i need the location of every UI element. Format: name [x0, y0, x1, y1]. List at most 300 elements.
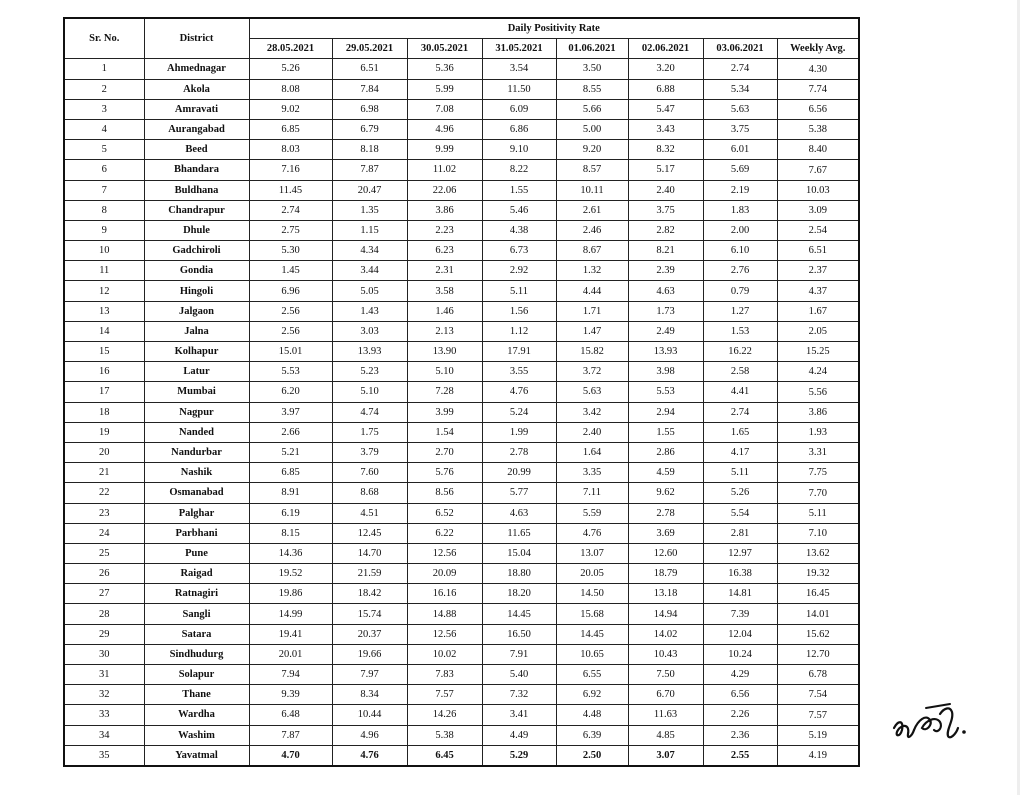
cell-daily-rate: 11.50	[482, 79, 556, 99]
cell-daily-rate: 1.83	[703, 200, 777, 220]
cell-weekly-avg: 2.05	[777, 321, 859, 341]
cell-daily-rate: 1.32	[556, 261, 628, 281]
cell-district: Ratnagiri	[144, 584, 249, 604]
cell-daily-rate: 7.83	[407, 665, 482, 685]
cell-daily-rate: 4.51	[332, 503, 407, 523]
cell-daily-rate: 3.20	[628, 59, 703, 79]
cell-daily-rate: 5.23	[332, 362, 407, 382]
cell-daily-rate: 7.91	[482, 644, 556, 664]
cell-daily-rate: 5.26	[249, 59, 332, 79]
cell-daily-rate: 2.94	[628, 402, 703, 422]
cell-daily-rate: 5.40	[482, 665, 556, 685]
cell-daily-rate: 11.63	[628, 705, 703, 725]
cell-daily-rate: 7.32	[482, 685, 556, 705]
cell-daily-rate: 2.40	[628, 180, 703, 200]
cell-sr-no: 19	[64, 422, 144, 442]
cell-daily-rate: 8.18	[332, 140, 407, 160]
cell-weekly-avg: 6.51	[777, 241, 859, 261]
cell-daily-rate: 2.78	[628, 503, 703, 523]
cell-daily-rate: 2.55	[703, 745, 777, 766]
cell-district: Nashik	[144, 463, 249, 483]
cell-sr-no: 9	[64, 220, 144, 240]
cell-sr-no: 10	[64, 241, 144, 261]
cell-daily-rate: 2.86	[628, 442, 703, 462]
cell-daily-rate: 3.75	[628, 200, 703, 220]
cell-daily-rate: 5.53	[628, 382, 703, 402]
table-row	[64, 725, 859, 745]
table-row	[64, 705, 859, 725]
cell-daily-rate: 6.09	[482, 99, 556, 119]
cell-daily-rate: 15.74	[332, 604, 407, 624]
cell-daily-rate: 4.17	[703, 442, 777, 462]
cell-daily-rate: 3.55	[482, 362, 556, 382]
cell-weekly-avg: 6.78	[777, 665, 859, 685]
cell-weekly-avg: 15.62	[777, 624, 859, 644]
cell-daily-rate: 4.76	[482, 382, 556, 402]
cell-daily-rate: 5.54	[703, 503, 777, 523]
cell-daily-rate: 2.26	[703, 705, 777, 725]
page-edge	[1017, 0, 1020, 795]
cell-district: Thane	[144, 685, 249, 705]
cell-district: Buldhana	[144, 180, 249, 200]
cell-district: Hingoli	[144, 281, 249, 301]
cell-weekly-avg: 3.31	[777, 442, 859, 462]
cell-daily-rate: 5.63	[703, 99, 777, 119]
table-row	[64, 543, 859, 563]
cell-weekly-avg: 13.62	[777, 543, 859, 563]
cell-daily-rate: 5.34	[703, 79, 777, 99]
cell-daily-rate: 5.26	[703, 483, 777, 503]
cell-daily-rate: 7.87	[249, 725, 332, 745]
cell-daily-rate: 5.05	[332, 281, 407, 301]
cell-daily-rate: 8.57	[556, 160, 628, 180]
cell-daily-rate: 20.37	[332, 624, 407, 644]
cell-daily-rate: 4.70	[249, 745, 332, 766]
table-row	[64, 564, 859, 584]
cell-daily-rate: 3.07	[628, 745, 703, 766]
cell-daily-rate: 6.51	[332, 59, 407, 79]
cell-daily-rate: 1.75	[332, 422, 407, 442]
cell-daily-rate: 6.85	[249, 119, 332, 139]
cell-daily-rate: 20.47	[332, 180, 407, 200]
cell-sr-no: 12	[64, 281, 144, 301]
cell-sr-no: 32	[64, 685, 144, 705]
cell-daily-rate: 14.50	[556, 584, 628, 604]
cell-sr-no: 3	[64, 99, 144, 119]
cell-daily-rate: 1.71	[556, 301, 628, 321]
handwritten-signature	[890, 690, 980, 750]
cell-daily-rate: 2.36	[703, 725, 777, 745]
cell-sr-no: 5	[64, 140, 144, 160]
cell-district: Kolhapur	[144, 342, 249, 362]
cell-daily-rate: 16.16	[407, 584, 482, 604]
cell-daily-rate: 6.01	[703, 140, 777, 160]
cell-daily-rate: 4.29	[703, 665, 777, 685]
cell-daily-rate: 6.39	[556, 725, 628, 745]
table-row	[64, 342, 859, 362]
cell-daily-rate: 6.73	[482, 241, 556, 261]
cell-district: Gadchiroli	[144, 241, 249, 261]
cell-daily-rate: 6.23	[407, 241, 482, 261]
table-row	[64, 503, 859, 523]
cell-daily-rate: 2.76	[703, 261, 777, 281]
table-row	[64, 463, 859, 483]
cell-daily-rate: 8.34	[332, 685, 407, 705]
header-sr-no: Sr. No.	[64, 18, 144, 59]
cell-daily-rate: 8.22	[482, 160, 556, 180]
table-row	[64, 220, 859, 240]
cell-daily-rate: 8.91	[249, 483, 332, 503]
cell-daily-rate: 18.79	[628, 564, 703, 584]
cell-weekly-avg: 1.93	[777, 422, 859, 442]
cell-weekly-avg: 3.09	[777, 200, 859, 220]
cell-daily-rate: 8.56	[407, 483, 482, 503]
cell-daily-rate: 2.92	[482, 261, 556, 281]
cell-daily-rate: 3.54	[482, 59, 556, 79]
cell-sr-no: 18	[64, 402, 144, 422]
cell-daily-rate: 7.94	[249, 665, 332, 685]
table-row	[64, 644, 859, 664]
cell-daily-rate: 10.02	[407, 644, 482, 664]
table-row	[64, 442, 859, 462]
cell-daily-rate: 6.79	[332, 119, 407, 139]
cell-daily-rate: 3.43	[628, 119, 703, 139]
cell-daily-rate: 5.10	[332, 382, 407, 402]
table-row	[64, 624, 859, 644]
header-district: District	[144, 18, 249, 59]
cell-district: Jalgaon	[144, 301, 249, 321]
cell-weekly-avg: 2.37	[777, 261, 859, 281]
cell-daily-rate: 2.70	[407, 442, 482, 462]
cell-daily-rate: 3.79	[332, 442, 407, 462]
cell-daily-rate: 5.24	[482, 402, 556, 422]
table-row	[64, 119, 859, 139]
cell-daily-rate: 14.36	[249, 543, 332, 563]
cell-district: Palghar	[144, 503, 249, 523]
cell-daily-rate: 8.15	[249, 523, 332, 543]
cell-district: Latur	[144, 362, 249, 382]
cell-daily-rate: 15.01	[249, 342, 332, 362]
cell-daily-rate: 3.97	[249, 402, 332, 422]
table-row	[64, 382, 859, 402]
cell-daily-rate: 5.29	[482, 745, 556, 766]
cell-daily-rate: 12.56	[407, 624, 482, 644]
cell-district: Washim	[144, 725, 249, 745]
cell-daily-rate: 14.99	[249, 604, 332, 624]
header-date-2: 29.05.2021	[332, 39, 407, 59]
cell-daily-rate: 5.10	[407, 362, 482, 382]
table-row	[64, 99, 859, 119]
cell-sr-no: 24	[64, 523, 144, 543]
table-row	[64, 200, 859, 220]
cell-daily-rate: 1.15	[332, 220, 407, 240]
cell-daily-rate: 8.67	[556, 241, 628, 261]
cell-daily-rate: 8.55	[556, 79, 628, 99]
cell-daily-rate: 7.60	[332, 463, 407, 483]
cell-daily-rate: 19.52	[249, 564, 332, 584]
cell-daily-rate: 15.04	[482, 543, 556, 563]
positivity-rate-sheet	[63, 17, 858, 767]
cell-daily-rate: 19.41	[249, 624, 332, 644]
cell-sr-no: 26	[64, 564, 144, 584]
cell-daily-rate: 20.09	[407, 564, 482, 584]
table-row	[64, 584, 859, 604]
cell-daily-rate: 5.66	[556, 99, 628, 119]
cell-daily-rate: 5.63	[556, 382, 628, 402]
table-row	[64, 745, 859, 766]
cell-weekly-avg: 2.54	[777, 220, 859, 240]
cell-district: Aurangabad	[144, 119, 249, 139]
cell-daily-rate: 18.80	[482, 564, 556, 584]
cell-daily-rate: 14.45	[482, 604, 556, 624]
cell-daily-rate: 2.13	[407, 321, 482, 341]
table-row	[64, 685, 859, 705]
cell-daily-rate: 18.20	[482, 584, 556, 604]
cell-daily-rate: 9.99	[407, 140, 482, 160]
cell-daily-rate: 16.38	[703, 564, 777, 584]
cell-daily-rate: 4.38	[482, 220, 556, 240]
cell-daily-rate: 2.40	[556, 422, 628, 442]
cell-sr-no: 29	[64, 624, 144, 644]
table-row	[64, 79, 859, 99]
cell-weekly-avg: 1.67	[777, 301, 859, 321]
cell-sr-no: 13	[64, 301, 144, 321]
cell-district: Solapur	[144, 665, 249, 685]
header-date-7: 03.06.2021	[703, 39, 777, 59]
cell-sr-no: 20	[64, 442, 144, 462]
cell-daily-rate: 3.44	[332, 261, 407, 281]
cell-weekly-avg: 7.74	[777, 79, 859, 99]
cell-district: Ahmednagar	[144, 59, 249, 79]
cell-daily-rate: 12.56	[407, 543, 482, 563]
cell-daily-rate: 7.97	[332, 665, 407, 685]
cell-daily-rate: 7.08	[407, 99, 482, 119]
cell-daily-rate: 14.02	[628, 624, 703, 644]
cell-sr-no: 17	[64, 382, 144, 402]
cell-sr-no: 33	[64, 705, 144, 725]
cell-sr-no: 30	[64, 644, 144, 664]
cell-daily-rate: 3.58	[407, 281, 482, 301]
cell-weekly-avg: 7.10	[777, 523, 859, 543]
cell-weekly-avg: 7.54	[777, 685, 859, 705]
cell-sr-no: 7	[64, 180, 144, 200]
table-row	[64, 402, 859, 422]
cell-daily-rate: 3.41	[482, 705, 556, 725]
cell-daily-rate: 6.98	[332, 99, 407, 119]
cell-district: Sangli	[144, 604, 249, 624]
cell-daily-rate: 7.16	[249, 160, 332, 180]
cell-weekly-avg: 15.25	[777, 342, 859, 362]
cell-daily-rate: 8.68	[332, 483, 407, 503]
cell-daily-rate: 5.76	[407, 463, 482, 483]
cell-daily-rate: 5.21	[249, 442, 332, 462]
cell-sr-no: 31	[64, 665, 144, 685]
cell-weekly-avg: 7.70	[777, 483, 859, 503]
cell-daily-rate: 4.44	[556, 281, 628, 301]
cell-daily-rate: 14.94	[628, 604, 703, 624]
cell-daily-rate: 2.82	[628, 220, 703, 240]
cell-daily-rate: 8.21	[628, 241, 703, 261]
cell-weekly-avg: 5.56	[777, 382, 859, 402]
cell-daily-rate: 1.27	[703, 301, 777, 321]
table-row	[64, 301, 859, 321]
cell-daily-rate: 7.28	[407, 382, 482, 402]
table-row	[64, 281, 859, 301]
cell-weekly-avg: 4.24	[777, 362, 859, 382]
cell-daily-rate: 6.22	[407, 523, 482, 543]
cell-daily-rate: 4.63	[628, 281, 703, 301]
header-date-1: 28.05.2021	[249, 39, 332, 59]
cell-daily-rate: 1.64	[556, 442, 628, 462]
cell-daily-rate: 5.46	[482, 200, 556, 220]
cell-daily-rate: 11.45	[249, 180, 332, 200]
cell-daily-rate: 1.55	[628, 422, 703, 442]
cell-daily-rate: 9.62	[628, 483, 703, 503]
cell-daily-rate: 6.52	[407, 503, 482, 523]
cell-daily-rate: 7.57	[407, 685, 482, 705]
cell-daily-rate: 20.01	[249, 644, 332, 664]
cell-district: Dhule	[144, 220, 249, 240]
table-row	[64, 261, 859, 281]
cell-daily-rate: 2.75	[249, 220, 332, 240]
cell-daily-rate: 6.55	[556, 665, 628, 685]
cell-daily-rate: 8.08	[249, 79, 332, 99]
cell-weekly-avg: 7.67	[777, 160, 859, 180]
cell-sr-no: 4	[64, 119, 144, 139]
cell-daily-rate: 7.87	[332, 160, 407, 180]
cell-daily-rate: 2.78	[482, 442, 556, 462]
cell-daily-rate: 1.54	[407, 422, 482, 442]
cell-daily-rate: 7.84	[332, 79, 407, 99]
cell-daily-rate: 3.99	[407, 402, 482, 422]
header-date-4: 31.05.2021	[482, 39, 556, 59]
cell-weekly-avg: 8.40	[777, 140, 859, 160]
table-row	[64, 180, 859, 200]
table-row	[64, 160, 859, 180]
cell-sr-no: 16	[64, 362, 144, 382]
cell-weekly-avg: 6.56	[777, 99, 859, 119]
cell-daily-rate: 5.47	[628, 99, 703, 119]
cell-daily-rate: 3.72	[556, 362, 628, 382]
cell-daily-rate: 6.96	[249, 281, 332, 301]
cell-district: Chandrapur	[144, 200, 249, 220]
cell-weekly-avg: 16.45	[777, 584, 859, 604]
cell-sr-no: 23	[64, 503, 144, 523]
cell-daily-rate: 13.93	[332, 342, 407, 362]
header-daily-positivity-rate: Daily Positivity Rate	[249, 18, 859, 39]
cell-weekly-avg: 5.38	[777, 119, 859, 139]
cell-district: Gondia	[144, 261, 249, 281]
cell-daily-rate: 2.74	[249, 200, 332, 220]
table-row	[64, 321, 859, 341]
cell-weekly-avg: 14.01	[777, 604, 859, 624]
positivity-table	[63, 17, 860, 767]
cell-district: Raigad	[144, 564, 249, 584]
cell-daily-rate: 2.31	[407, 261, 482, 281]
cell-daily-rate: 8.32	[628, 140, 703, 160]
cell-daily-rate: 7.50	[628, 665, 703, 685]
cell-daily-rate: 18.42	[332, 584, 407, 604]
cell-daily-rate: 4.76	[556, 523, 628, 543]
cell-daily-rate: 6.48	[249, 705, 332, 725]
cell-weekly-avg: 4.30	[777, 59, 859, 79]
cell-district: Yavatmal	[144, 745, 249, 766]
cell-weekly-avg: 3.86	[777, 402, 859, 422]
cell-daily-rate: 3.50	[556, 59, 628, 79]
cell-daily-rate: 1.56	[482, 301, 556, 321]
table-row	[64, 241, 859, 261]
cell-daily-rate: 6.10	[703, 241, 777, 261]
cell-weekly-avg: 10.03	[777, 180, 859, 200]
cell-daily-rate: 14.70	[332, 543, 407, 563]
table-row	[64, 59, 859, 79]
cell-district: Nandurbar	[144, 442, 249, 462]
cell-daily-rate: 1.35	[332, 200, 407, 220]
cell-daily-rate: 5.00	[556, 119, 628, 139]
cell-sr-no: 34	[64, 725, 144, 745]
cell-daily-rate: 2.23	[407, 220, 482, 240]
cell-daily-rate: 6.86	[482, 119, 556, 139]
cell-daily-rate: 2.74	[703, 59, 777, 79]
cell-daily-rate: 6.56	[703, 685, 777, 705]
table-row	[64, 523, 859, 543]
cell-sr-no: 14	[64, 321, 144, 341]
cell-daily-rate: 12.60	[628, 543, 703, 563]
cell-daily-rate: 2.74	[703, 402, 777, 422]
cell-daily-rate: 5.69	[703, 160, 777, 180]
cell-district: Bhandara	[144, 160, 249, 180]
cell-daily-rate: 4.85	[628, 725, 703, 745]
cell-weekly-avg: 4.19	[777, 745, 859, 766]
cell-sr-no: 2	[64, 79, 144, 99]
cell-daily-rate: 9.39	[249, 685, 332, 705]
cell-weekly-avg: 5.19	[777, 725, 859, 745]
cell-daily-rate: 3.75	[703, 119, 777, 139]
cell-daily-rate: 2.56	[249, 301, 332, 321]
cell-weekly-avg: 4.37	[777, 281, 859, 301]
cell-daily-rate: 11.02	[407, 160, 482, 180]
table-row	[64, 665, 859, 685]
table-body	[64, 59, 859, 766]
cell-district: Mumbai	[144, 382, 249, 402]
cell-district: Akola	[144, 79, 249, 99]
cell-daily-rate: 4.96	[332, 725, 407, 745]
cell-daily-rate: 13.18	[628, 584, 703, 604]
cell-district: Nanded	[144, 422, 249, 442]
cell-sr-no: 27	[64, 584, 144, 604]
cell-daily-rate: 10.65	[556, 644, 628, 664]
cell-daily-rate: 5.77	[482, 483, 556, 503]
header-date-6: 02.06.2021	[628, 39, 703, 59]
cell-daily-rate: 7.39	[703, 604, 777, 624]
cell-daily-rate: 6.45	[407, 745, 482, 766]
cell-district: Parbhani	[144, 523, 249, 543]
cell-daily-rate: 2.00	[703, 220, 777, 240]
cell-daily-rate: 8.03	[249, 140, 332, 160]
header-date-3: 30.05.2021	[407, 39, 482, 59]
cell-daily-rate: 1.73	[628, 301, 703, 321]
cell-daily-rate: 9.02	[249, 99, 332, 119]
cell-daily-rate: 2.66	[249, 422, 332, 442]
cell-daily-rate: 2.49	[628, 321, 703, 341]
cell-daily-rate: 0.79	[703, 281, 777, 301]
cell-daily-rate: 6.85	[249, 463, 332, 483]
cell-daily-rate: 4.63	[482, 503, 556, 523]
cell-daily-rate: 10.24	[703, 644, 777, 664]
cell-daily-rate: 1.47	[556, 321, 628, 341]
cell-daily-rate: 2.19	[703, 180, 777, 200]
cell-sr-no: 8	[64, 200, 144, 220]
